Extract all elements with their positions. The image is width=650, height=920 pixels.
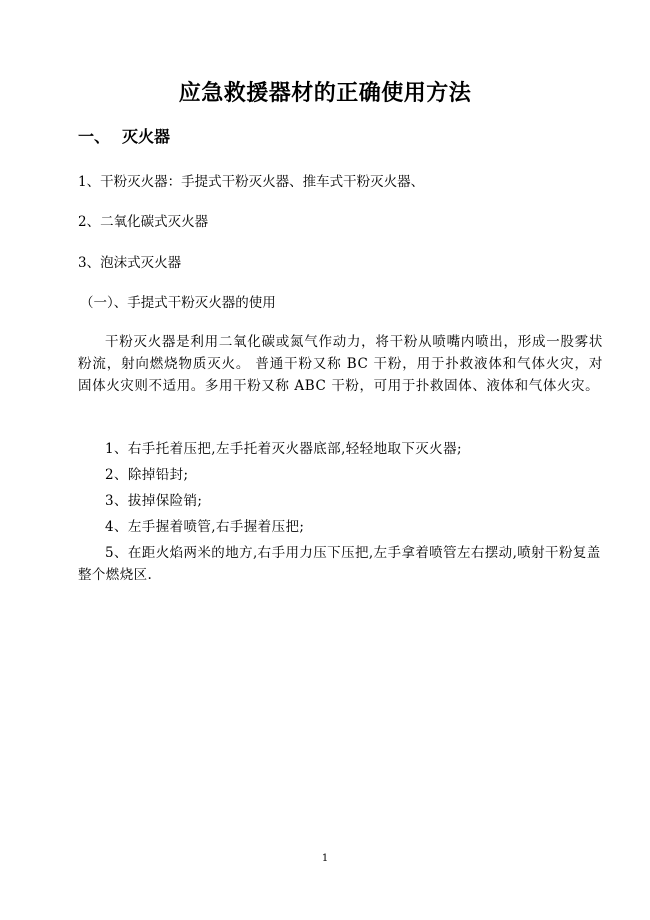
extinguisher-type-2: 2、二氧化碳式灭火器 <box>78 214 209 230</box>
page-number: 1 <box>321 853 329 864</box>
section-heading-text: 灭火器 <box>122 127 171 146</box>
usage-step-3: 3、拔掉保险销; <box>105 493 203 509</box>
section-number: 一、 <box>78 127 111 146</box>
usage-step-4: 4、左手握着喷管,右手握着压把; <box>105 519 305 535</box>
extinguisher-type-1: 1、干粉灭火器：手提式干粉灭火器、推车式干粉灭火器、 <box>78 174 425 190</box>
section-heading <box>78 124 170 147</box>
document-title: 应急救援器材的正确使用方法 <box>178 81 472 106</box>
usage-step-2: 2、除掉铅封; <box>105 467 189 483</box>
subsection-heading: （一）、手提式干粉灭火器的使用 <box>80 295 276 311</box>
usage-step-5: 5、在距火焰两米的地方,右手用力压下压把,左手拿着喷管左右摆动,喷射干粉复盖整个燃烧区. <box>78 545 601 583</box>
body-paragraph: 干粉灭火器是利用二氧化碳或氮气作动力，将干粉从喷嘴内喷出，形成一股雾状粉流，射向燃烧物质灭火。 普通干粉又称 BC 干粉，用于扑救液体和气体火灾，对固体火灾则不适用。多用干粉又称 ABC 干粉，可用于扑救固体、液体和气体火灾。 <box>78 334 603 394</box>
extinguisher-type-3: 3、泡沫式灭火器 <box>78 255 182 271</box>
usage-step-1: 1、右手托着压把,左手托着灭火器底部,轻轻地取下灭火器; <box>105 441 462 457</box>
